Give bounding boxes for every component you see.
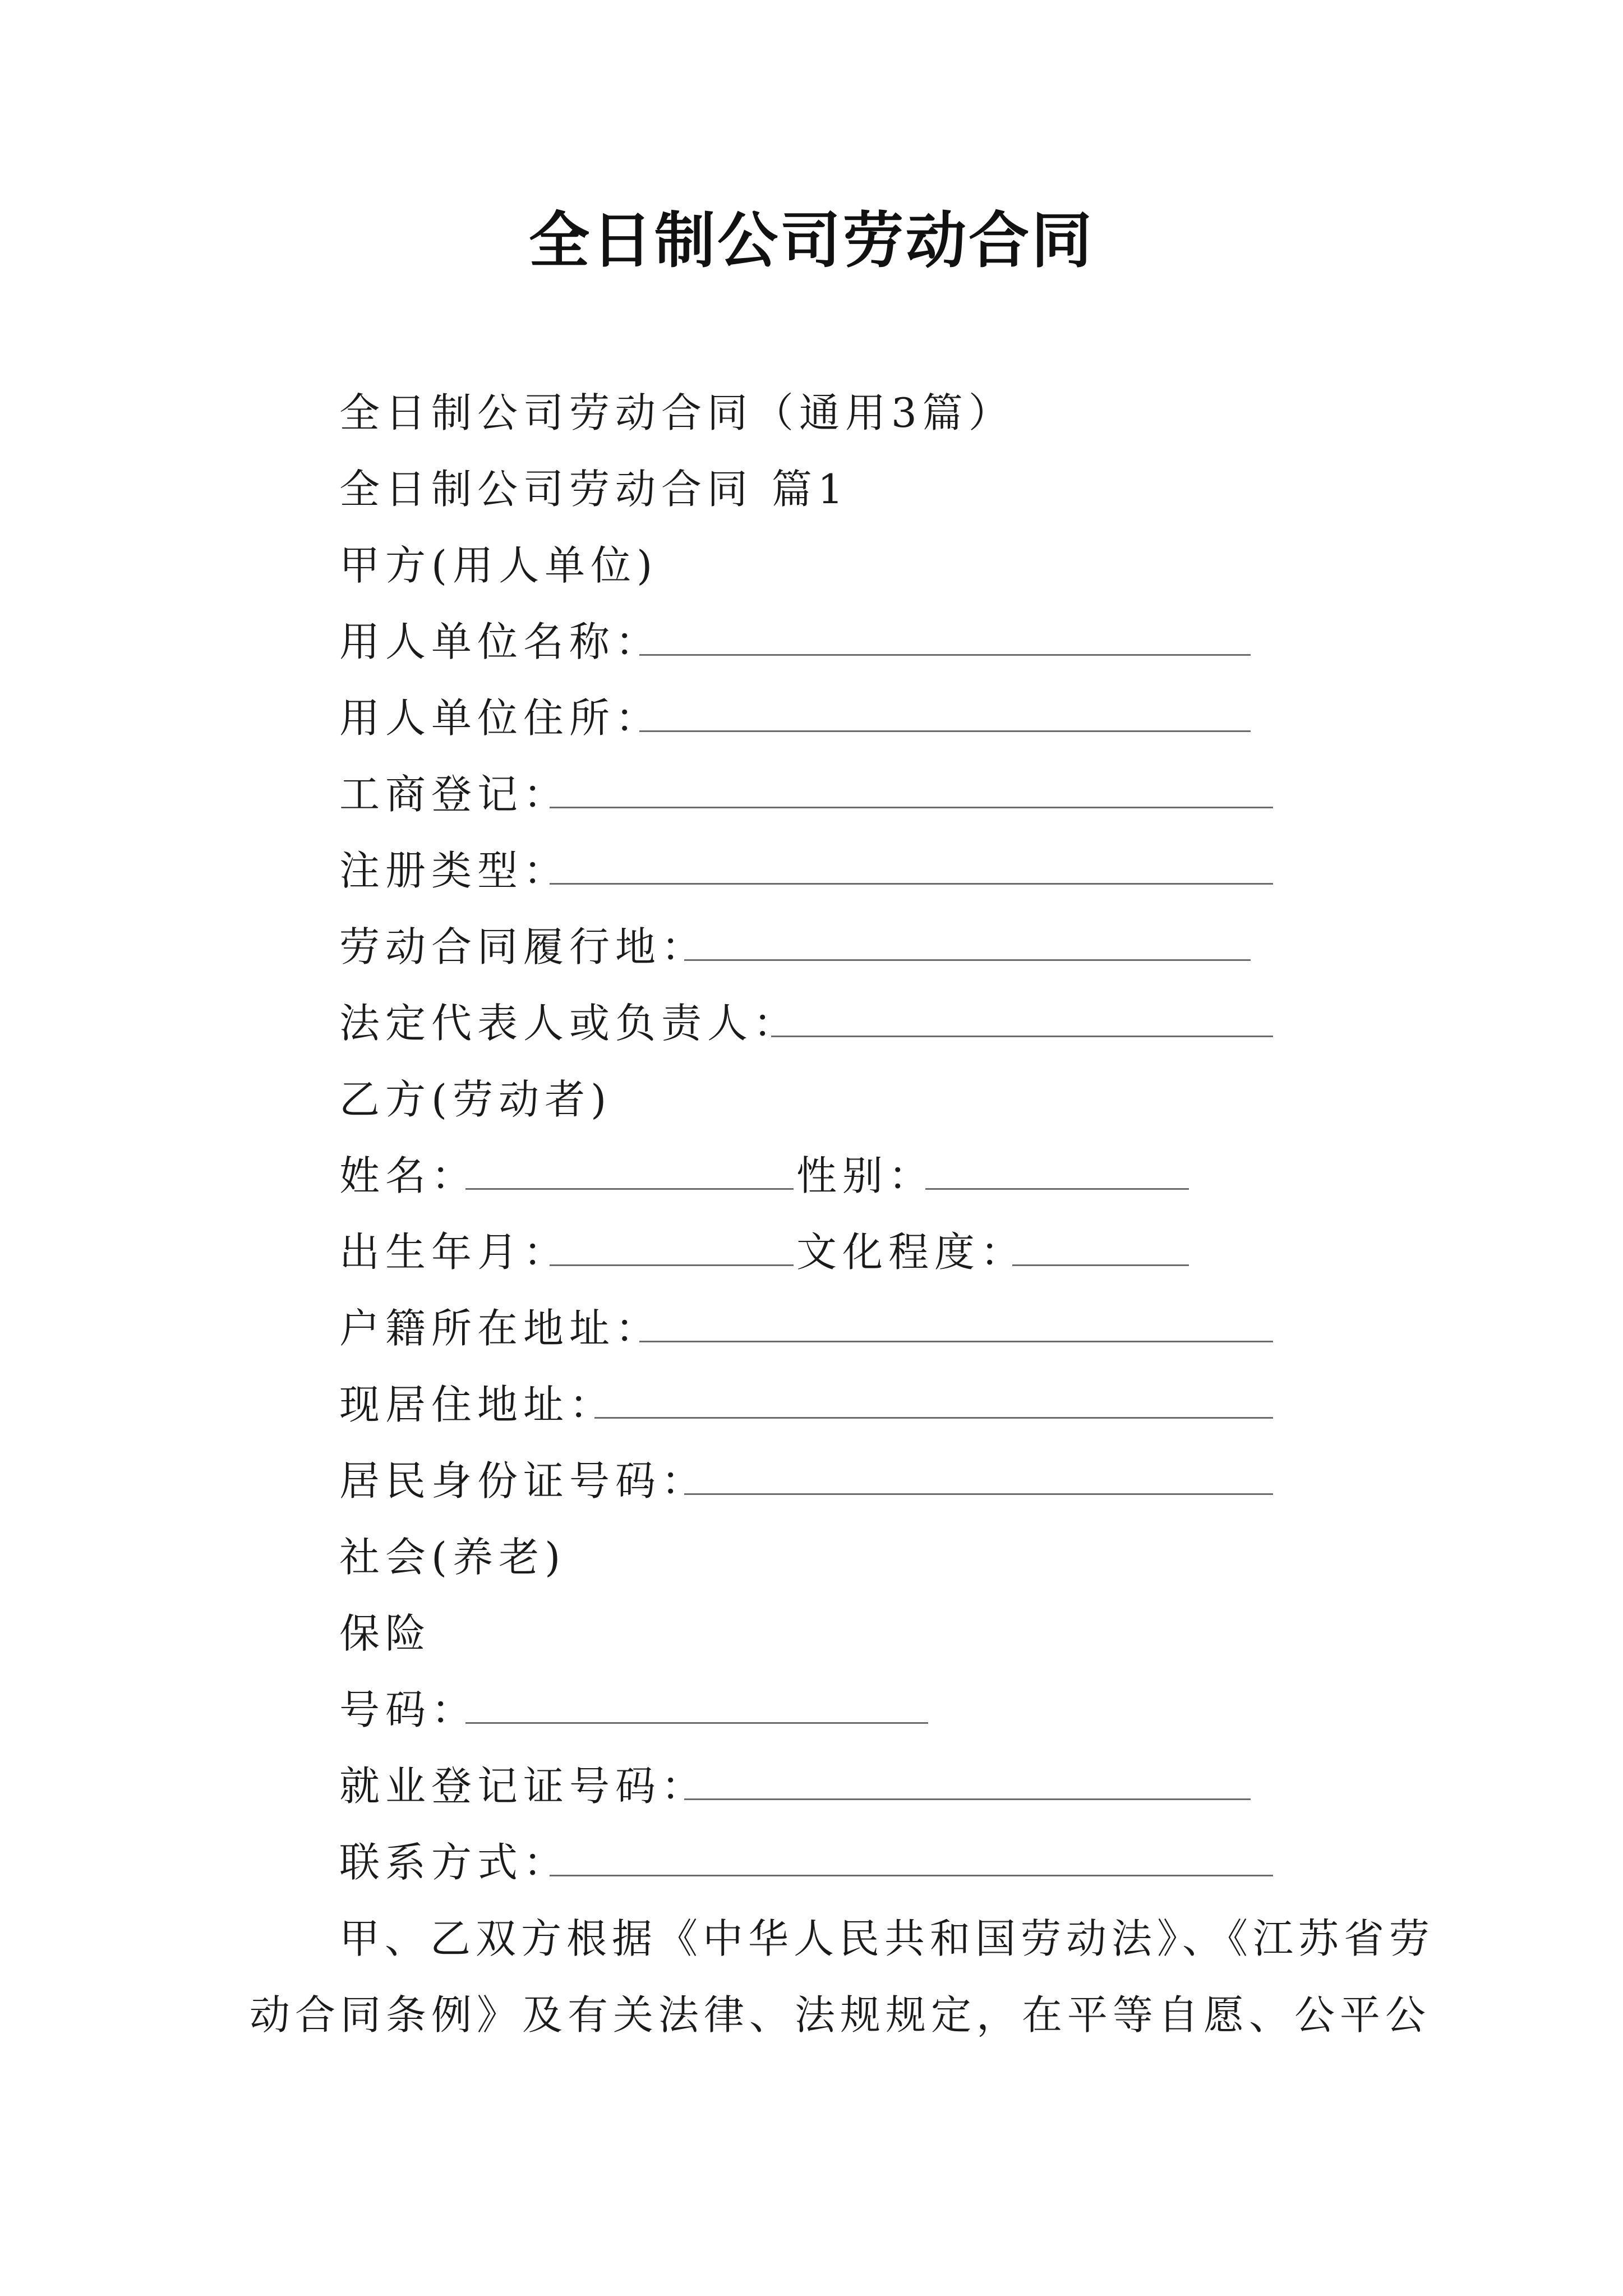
- field-legal-representative: [339, 995, 799, 1051]
- subtitle: 全日制公司劳动合同（通用3篇）: [339, 389, 1015, 436]
- field-employer-address: [339, 690, 661, 746]
- body-paragraph-line1: 甲、乙双方根据《中华人民共和国劳动法》、《江苏省劳: [339, 1915, 1435, 1962]
- blank-line[interactable]: [684, 1798, 1251, 1800]
- document-title: 全日制公司劳动合同: [528, 206, 1094, 276]
- field-id-number: [339, 1453, 707, 1509]
- field-contact: [339, 1834, 569, 1890]
- blank-line[interactable]: [1012, 1264, 1189, 1266]
- field-label: 联系方式：: [339, 1839, 570, 1886]
- field-residence-address: [339, 1377, 615, 1433]
- field-label: 劳动合同履行地：: [339, 923, 708, 970]
- field-label: 号码：: [339, 1686, 478, 1733]
- field-label: 性别：: [796, 1152, 935, 1199]
- field-label: 工商登记：: [339, 771, 570, 818]
- blank-line[interactable]: [465, 1188, 794, 1190]
- social-insurance-line1: 社会(养老): [339, 1534, 566, 1581]
- field-household-address: [339, 1300, 661, 1356]
- field-label: 文化程度：: [796, 1228, 1027, 1276]
- field-label: 居民身份证号码：: [339, 1457, 708, 1504]
- field-label: 注册类型：: [339, 847, 570, 894]
- field-label: 就业登记证号码：: [339, 1763, 708, 1810]
- field-business-registration: [339, 766, 569, 822]
- blank-line[interactable]: [550, 1875, 1273, 1876]
- blank-line[interactable]: [639, 730, 1251, 732]
- blank-line[interactable]: [684, 959, 1251, 961]
- blank-line[interactable]: [465, 1722, 928, 1724]
- blank-line[interactable]: [639, 654, 1251, 656]
- field-label: 用人单位名称：: [339, 618, 662, 665]
- social-insurance-line2: 保险: [339, 1610, 432, 1657]
- blank-line[interactable]: [594, 1417, 1273, 1419]
- field-performance-place: [339, 919, 707, 975]
- field-birth-education: [339, 1224, 1027, 1280]
- field-label: 法定代表人或负责人：: [339, 1000, 800, 1047]
- blank-line[interactable]: [925, 1188, 1189, 1190]
- field-name-gender: [339, 1148, 935, 1204]
- blank-line[interactable]: [639, 1341, 1273, 1342]
- field-employer-name: [339, 614, 661, 670]
- field-label: 户籍所在地址：: [339, 1305, 662, 1352]
- field-registration-type: [339, 843, 569, 899]
- party-a-heading: 甲方(用人单位): [339, 542, 658, 589]
- field-social-insurance-number: [339, 1682, 477, 1738]
- field-label: 出生年月：: [339, 1228, 570, 1276]
- field-label: 用人单位住所：: [339, 694, 662, 742]
- field-label: 姓名：: [339, 1152, 478, 1199]
- field-label: 现居住地址：: [339, 1381, 616, 1428]
- blank-line[interactable]: [550, 807, 1273, 808]
- field-employment-registration: [339, 1758, 707, 1814]
- blank-line[interactable]: [550, 1264, 794, 1266]
- body-paragraph-line2: 动合同条例》及有关法律、法规规定，在平等自愿、公平公: [250, 1991, 1431, 2039]
- blank-line[interactable]: [684, 1493, 1273, 1495]
- blank-line[interactable]: [771, 1036, 1273, 1037]
- section-heading: 全日制公司劳动合同 篇1: [339, 466, 849, 513]
- party-b-heading: 乙方(劳动者): [339, 1076, 612, 1123]
- blank-line[interactable]: [550, 883, 1273, 885]
